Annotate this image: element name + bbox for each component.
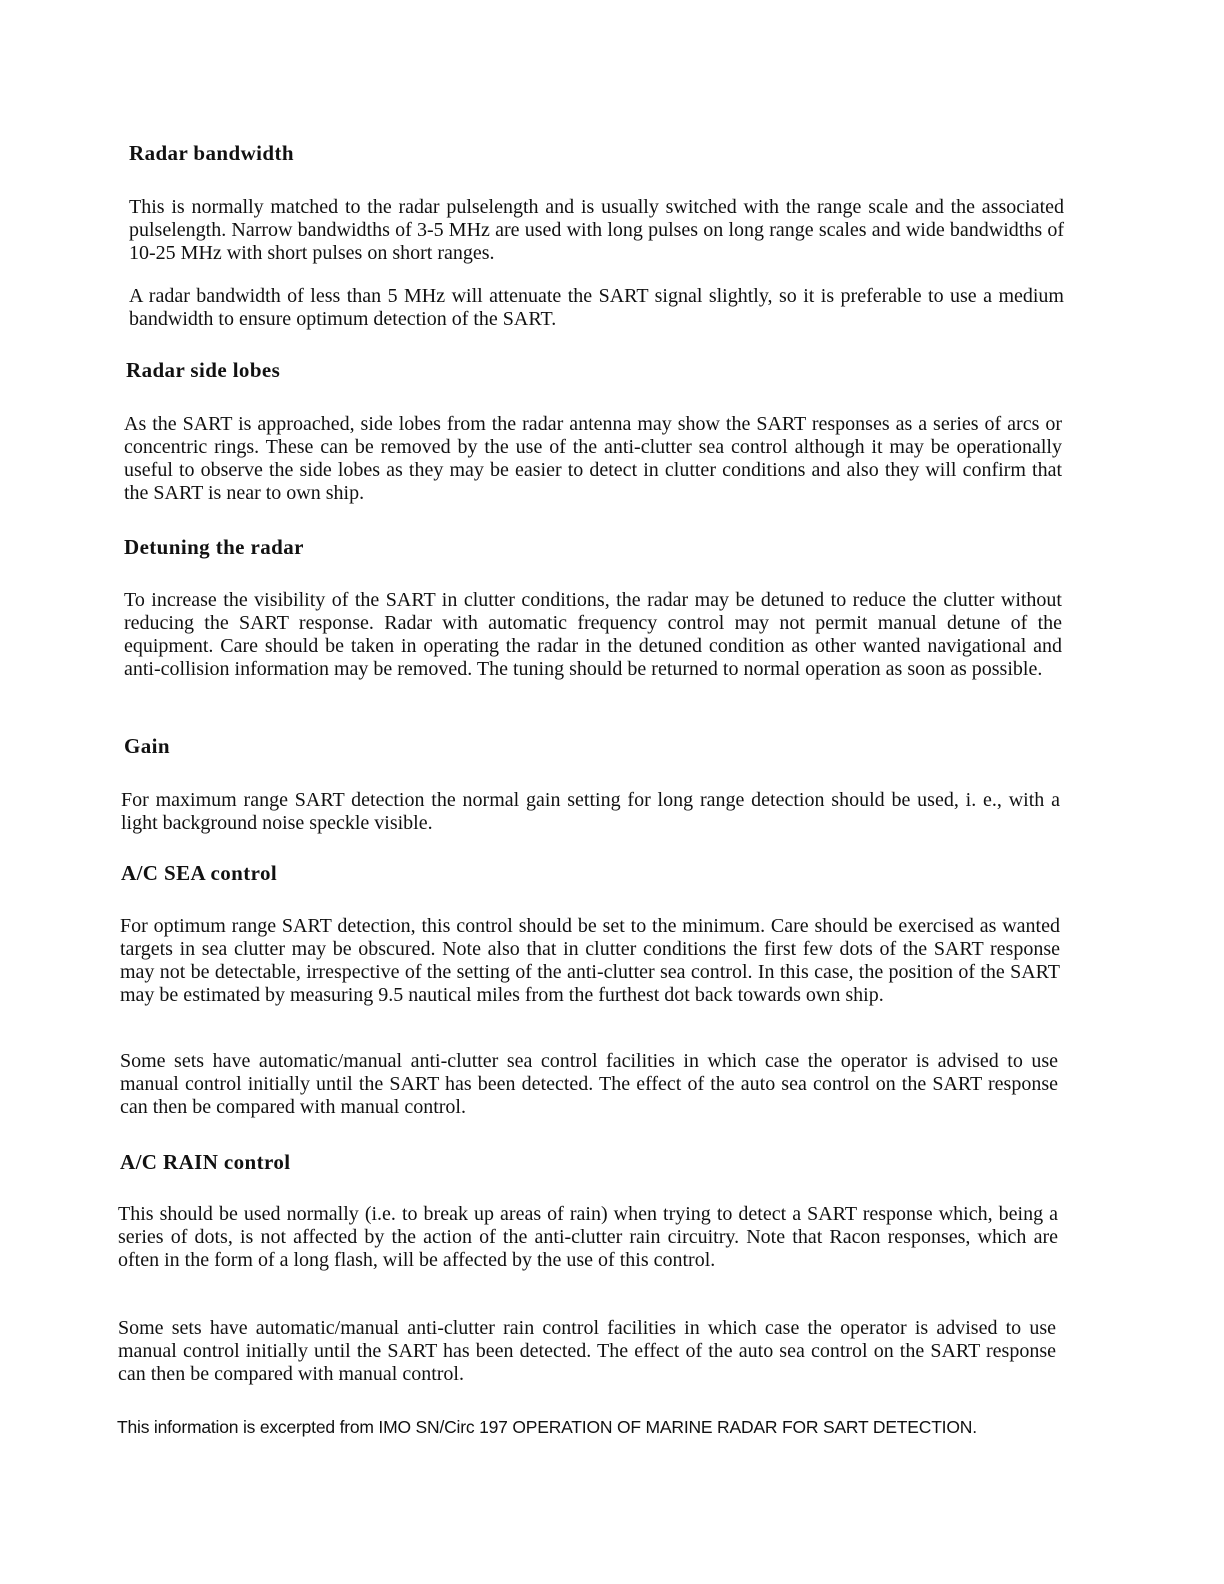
section-heading-detuning-the-radar: Detuning the radar	[124, 535, 304, 559]
section-heading-radar-bandwidth: Radar bandwidth	[129, 141, 294, 165]
paragraph-ac-rain-control-1: This should be used normally (i.e. to break up areas of rain) when trying to detect a SART response which, being a series of dots, is not affected by the action of the anti-clutter rain circuitry. Note that Racon responses, which are often in the form of a long flash, will be affected by the use of this control.	[118, 1203, 1058, 1271]
section-heading-radar-side-lobes: Radar side lobes	[126, 358, 281, 382]
paragraph-ac-sea-control-2: Some sets have automatic/manual anti-clutter sea control facilities in which case the operator is advised to use manual control initially until the SART has been detected. The effect of the auto sea control on the SART response can then be compared with manual control.	[120, 1050, 1058, 1118]
paragraph-radar-side-lobes-1: As the SART is approached, side lobes from the radar antenna may show the SART responses as a series of arcs or concentric rings. These can be removed by the use of the anti-clutter sea control although it may be operationally useful to observe the side lobes as they may be easier to detect in clutter conditions and also they will confirm that the SART is near to own ship.	[124, 413, 1062, 504]
paragraph-radar-bandwidth-2: A radar bandwidth of less than 5 MHz will attenuate the SART signal slightly, so it is preferable to use a medium bandwidth to ensure optimum detection of the SART.	[129, 285, 1064, 330]
paragraph-radar-bandwidth-1: This is normally matched to the radar pulselength and is usually switched with the range scale and the associated pulselength. Narrow bandwidths of 3-5 MHz are used with long pulses on long range scales and wide bandwidths of 10-25 MHz with short pulses on short ranges.	[129, 196, 1064, 264]
section-heading-ac-sea-control: A/C SEA control	[121, 861, 278, 885]
section-heading-gain: Gain	[124, 734, 170, 758]
section-heading-ac-rain-control: A/C RAIN control	[120, 1150, 291, 1174]
paragraph-gain-1: For maximum range SART detection the normal gain setting for long range detection should be used, i. e., with a light background noise speckle visible.	[121, 789, 1060, 834]
source-footnote: This information is excerpted from IMO SN/Circ 197 OPERATION OF MARINE RADAR FOR SART DETECTION.	[117, 1417, 977, 1437]
paragraph-ac-rain-control-2: Some sets have automatic/manual anti-clutter rain control facilities in which case the operator is advised to use manual control initially until the SART has been detected. The effect of the auto sea control on the SART response can then be compared with manual control.	[118, 1317, 1056, 1385]
paragraph-detuning-1: To increase the visibility of the SART in clutter conditions, the radar may be detuned to reduce the clutter without reducing the SART response. Radar with automatic frequency control may not permit manual detune of the equipment. Care should be taken in operating the radar in the detuned condition as other wanted navigational and anti-collision information may be removed. The tuning should be returned to normal operation as soon as possible.	[124, 589, 1062, 680]
paragraph-ac-sea-control-1: For optimum range SART detection, this control should be set to the minimum. Care should be exercised as wanted targets in sea clutter may be obscured. Note also that in clutter conditions the first few dots of the SART response may not be detectable, irrespective of the setting of the anti-clutter sea control. In this case, the position of the SART may be estimated by measuring 9.5 nautical miles from the furthest dot back towards own ship.	[120, 915, 1060, 1006]
